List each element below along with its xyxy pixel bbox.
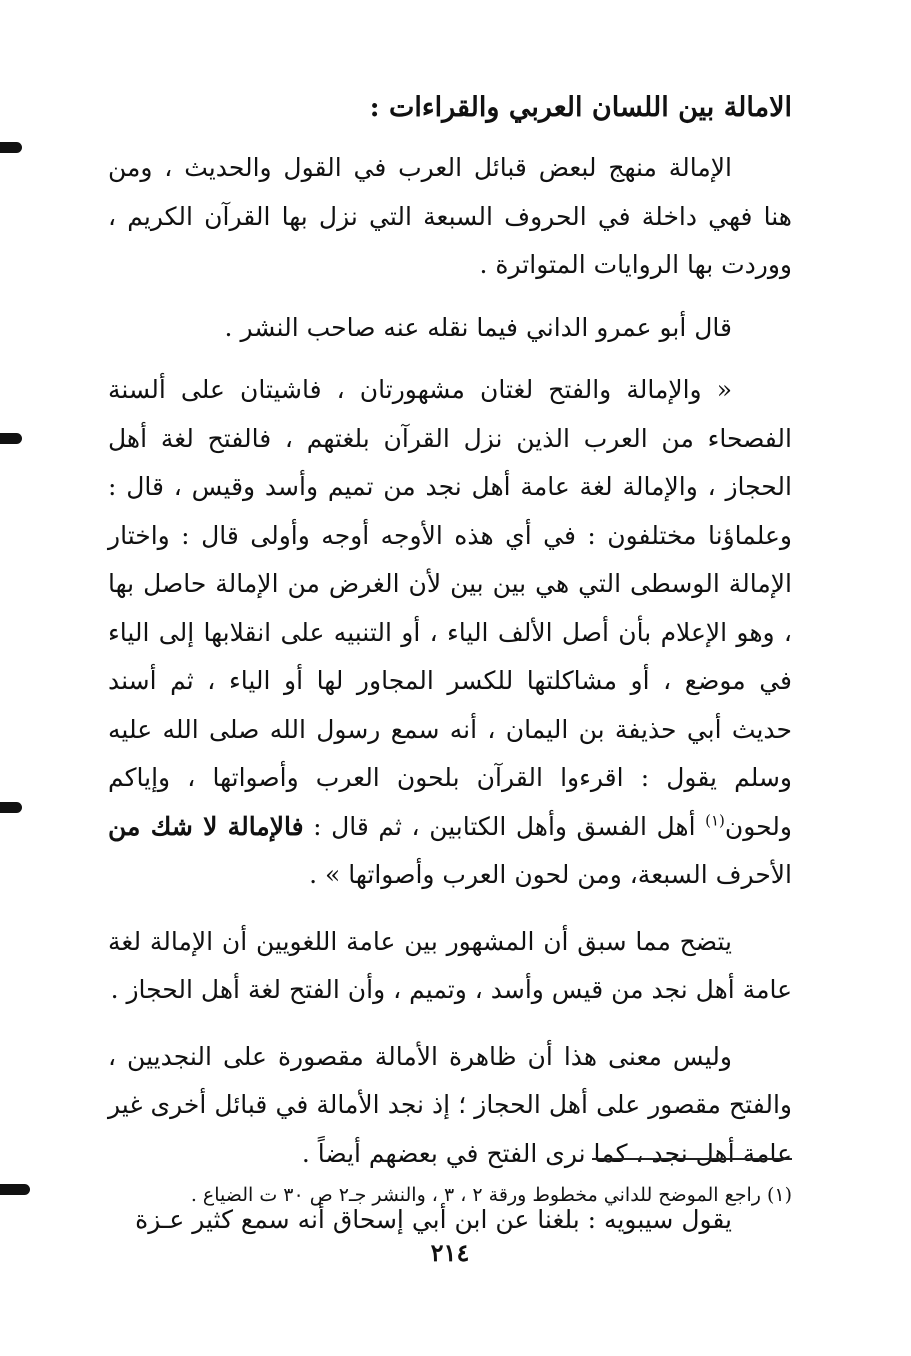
scan-edge-mark xyxy=(0,1184,30,1195)
paragraph: وليس معنى هذا أن ظاهرة الأمالة مقصورة على النجديين ، والفتح مقصور على أهل الحجاز ؛ إذ نجد الأمالة في قبائل أخرى غير عامة أهل نجد ، كما نرى الفتح في بعضهم أيضاً . xyxy=(108,1041,792,1168)
scan-edge-mark xyxy=(0,433,22,444)
footnote: (١) راجع الموضح للداني مخطوط ورقة ٢ ، ٣ ، والنشر جـ٢ ص ٣٠ ت الضياع . xyxy=(190,1184,792,1206)
footnote-divider xyxy=(592,1158,792,1160)
quote-text: الأحرف السبعة، ومن لحون العرب وأصواتها » . xyxy=(309,860,792,889)
paragraph: الإمالة منهج لبعض قبائل العرب في القول والحديث ، ومن هنا فهي داخلة في الحروف السبعة التي نزل بها القرآن الكريم ، ووردت بها الروايات المتواترة . xyxy=(108,153,792,279)
quote-text: « والإمالة والفتح لغتان مشهورتان ، فاشيتان على ألسنة الفصحاء من العرب الذين نزل القرآن بلغتهم ، فالفتح لغة أهل الحجاز ، والإمالة لغة عامة أهل نجد من تميم وأسد وقيس ، قال : وعلماؤنا مختلفون : في أي هذه الأوجه أوجه وأولى قال : واختار الإمالة الوسطى التي هي بين بين لأن الغرض من الإمالة حاصل بها ، وهو الإعلام بأن أصل الألف الياء ، أو التنبيه على انقلابها إلى الياء في موضع ، أو مشاكلتها للكسر المجاور لها أو الياء ، ثم أسند حديث أبي حذيفة بن اليمان ، أنه سمع رسول الله صلى الله عليه وسلم يقول : اقرءوا القرآن بلحون العرب وأصواتها ، وإياكم ولحون xyxy=(108,375,792,841)
paragraph: قال أبو عمرو الداني فيما نقله عنه صاحب النشر . xyxy=(224,312,732,342)
footnote-marker: (١) xyxy=(705,811,725,830)
paragraph: يقول سيبويه : بلغنا عن ابن أبي إسحاق أنه سمع كثير عـزة xyxy=(135,1205,732,1234)
scan-edge-mark xyxy=(0,802,22,813)
section-heading: الامالة بين اللسان العربي والقراءات : xyxy=(369,92,792,123)
quote-text: أهل الفسق وأهل الكتابين ، ثم قال : xyxy=(303,811,706,841)
quote-text-bold: فالإمالة لا شك من xyxy=(108,811,304,841)
page-number: ٢١٤ xyxy=(430,1238,470,1267)
quoted-paragraph xyxy=(108,366,792,900)
paragraph: يتضح مما سبق أن المشهور بين عامة اللغويين أن الإمالة لغة عامة أهل نجد من قيس وأسد ، وتميم ، وأن الفتح لغة أهل الحجاز . xyxy=(108,926,792,1004)
scan-edge-mark xyxy=(0,142,22,153)
document-page xyxy=(108,88,792,1338)
